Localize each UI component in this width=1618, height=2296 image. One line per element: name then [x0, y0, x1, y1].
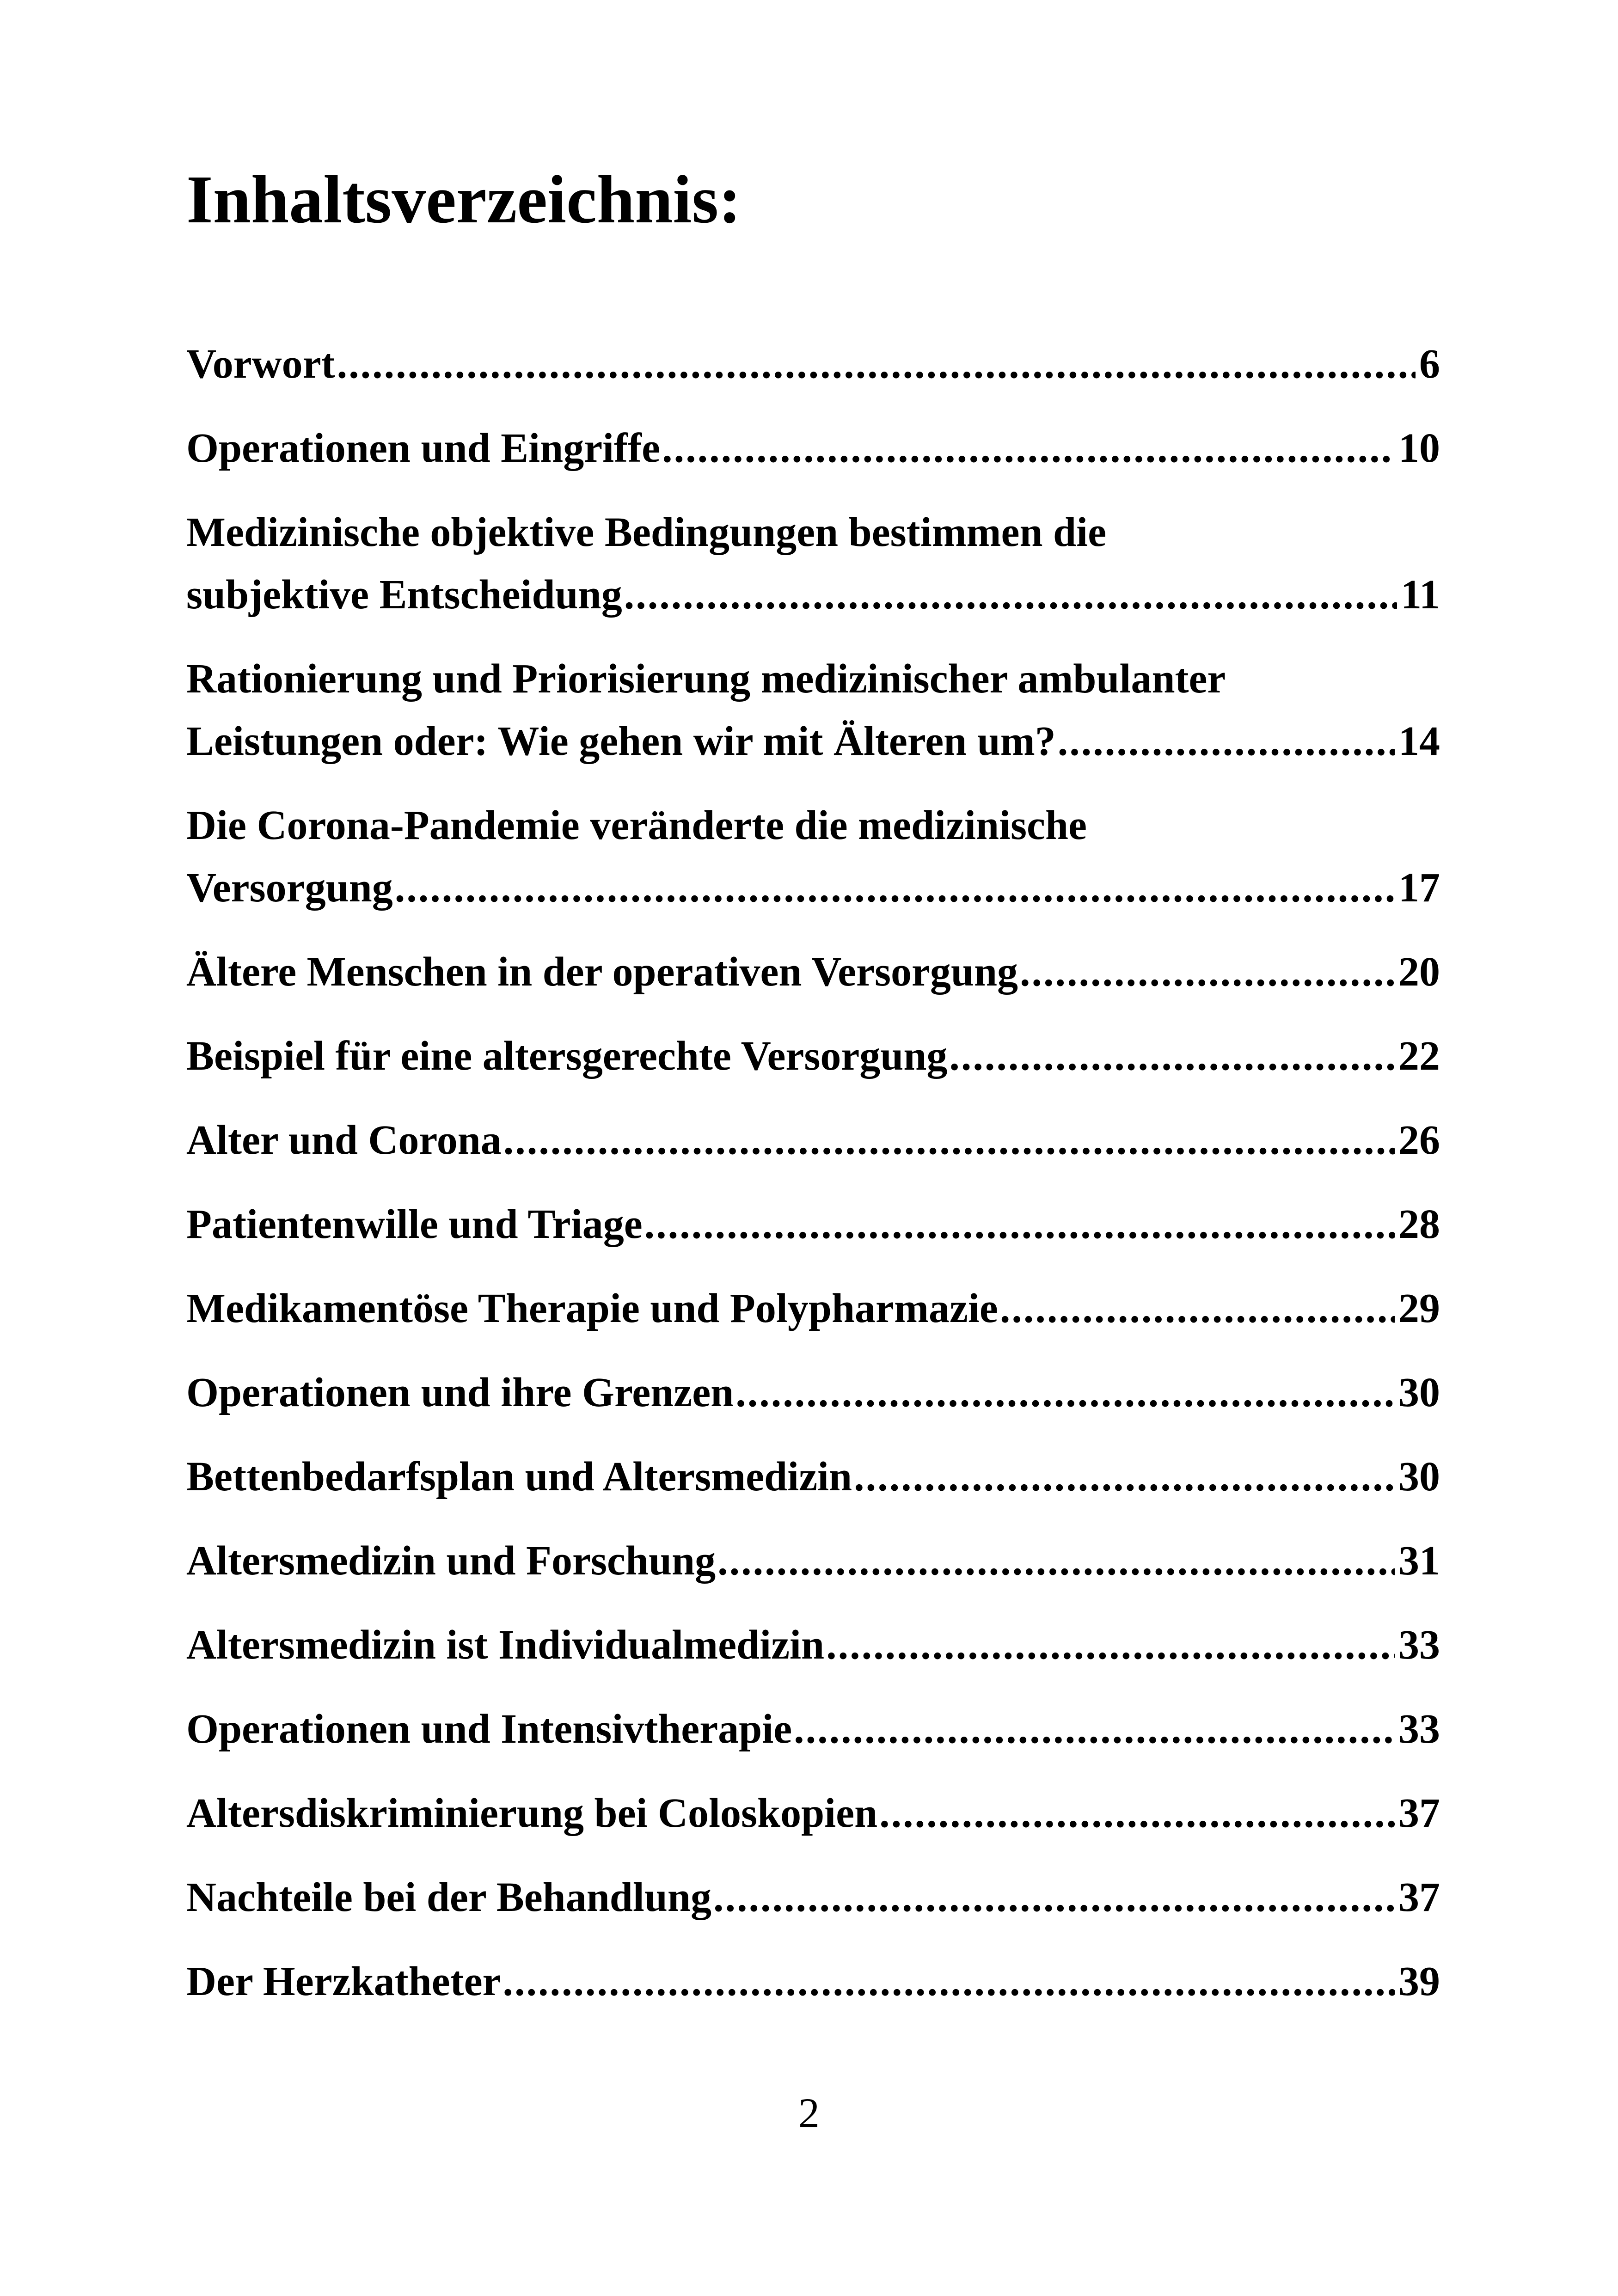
toc-entry[interactable] — [186, 1530, 1440, 1592]
dot-leader — [337, 333, 1416, 395]
toc-entry[interactable] — [186, 1361, 1440, 1424]
dot-leader — [503, 1950, 1395, 2013]
toc-entry-row — [186, 333, 1440, 395]
dot-leader — [735, 1361, 1395, 1424]
dot-leader — [395, 857, 1395, 919]
dot-leader — [503, 1109, 1395, 1171]
toc-entry-page: 37 — [1398, 1874, 1440, 1920]
toc-entry-page: 26 — [1398, 1117, 1440, 1163]
toc-entry-row — [186, 1109, 1440, 1171]
toc-entry-row — [186, 857, 1440, 919]
toc-entry-title: Patientenwille und Triage — [186, 1201, 643, 1247]
toc-entry-row — [186, 1025, 1440, 1087]
toc-entry-row — [186, 1277, 1440, 1340]
toc-entry-row — [186, 1950, 1440, 2013]
toc-entry-row — [186, 1698, 1440, 1760]
toc-entry-page: 33 — [1398, 1706, 1440, 1752]
toc-entry-page: 22 — [1398, 1033, 1440, 1079]
toc-entry-row — [186, 417, 1440, 479]
toc-entry-title: Medikamentöse Therapie und Polypharmazie — [186, 1286, 998, 1331]
toc-entry[interactable] — [186, 1109, 1440, 1171]
toc-entry-title: Der Herzkatheter — [186, 1959, 501, 2004]
page-title: Inhaltsverzeichnis: — [186, 162, 742, 238]
toc-entry-title: Altersmedizin ist Individualmedizin — [186, 1622, 825, 1668]
toc-entry-page: 30 — [1398, 1454, 1440, 1500]
dot-leader — [854, 1445, 1395, 1508]
toc-entry-title: Operationen und Eingriffe — [186, 425, 661, 471]
dot-leader — [1000, 1277, 1395, 1340]
toc-entry-title-line: Die Corona-Pandemie veränderte die medizinische — [186, 802, 1087, 848]
toc-entry[interactable] — [186, 501, 1440, 626]
toc-entry-title: Operationen und Intensivtherapie — [186, 1706, 792, 1752]
dot-leader — [1020, 941, 1395, 1003]
toc-entry-page: 17 — [1398, 865, 1440, 911]
toc-entry-page: 33 — [1398, 1622, 1440, 1668]
toc-entry[interactable] — [186, 648, 1440, 772]
toc-entry[interactable] — [186, 1445, 1440, 1508]
toc-entry-page: 29 — [1398, 1286, 1440, 1331]
toc-entry-page: 6 — [1419, 341, 1440, 387]
toc-entry[interactable] — [186, 794, 1440, 919]
toc-entry-page: 31 — [1398, 1538, 1440, 1584]
toc-entry-row — [186, 563, 1440, 626]
toc-entry-row — [186, 1614, 1440, 1676]
toc-entry-row — [186, 1445, 1440, 1508]
toc-entry-page: 39 — [1398, 1959, 1440, 2004]
toc-entry-page: 37 — [1398, 1790, 1440, 1836]
toc-entry[interactable] — [186, 1277, 1440, 1340]
dot-leader — [662, 417, 1395, 479]
toc-entry-page: 14 — [1398, 718, 1440, 764]
toc-entry-title: Operationen und ihre Grenzen — [186, 1370, 734, 1415]
toc-entry-row — [186, 1193, 1440, 1255]
dot-leader — [624, 563, 1397, 626]
toc-entry-title: Alter und Corona — [186, 1117, 502, 1163]
toc-entry[interactable] — [186, 1866, 1440, 1929]
toc-entry-page: 10 — [1398, 425, 1440, 471]
toc-entry-page: 11 — [1400, 572, 1440, 618]
toc-entry[interactable] — [186, 333, 1440, 395]
toc-entry-title: Altersmedizin und Forschung — [186, 1538, 716, 1584]
toc-entry-row — [186, 1782, 1440, 1844]
dot-leader — [644, 1193, 1395, 1255]
toc-entry-row — [186, 941, 1440, 1003]
dot-leader — [717, 1530, 1395, 1592]
toc-entry-title: Beispiel für eine altersgerechte Versorgung — [186, 1033, 948, 1079]
dot-leader — [949, 1025, 1395, 1087]
toc-entry-title: Vorwort — [186, 341, 335, 387]
toc-entry[interactable] — [186, 1950, 1440, 2013]
toc-entry-title: Altersdiskriminierung bei Coloskopien — [186, 1790, 878, 1836]
toc-entry-title: Ältere Menschen in der operativen Versorgung — [186, 949, 1018, 995]
toc-entry[interactable] — [186, 1782, 1440, 1844]
toc-entry-title-line: Medizinische objektive Bedingungen bestimmen die — [186, 509, 1107, 555]
toc-entry-row — [186, 1361, 1440, 1424]
dot-leader — [794, 1698, 1395, 1760]
toc-entry-page: 28 — [1398, 1201, 1440, 1247]
toc-entry[interactable] — [186, 1614, 1440, 1676]
dot-leader — [713, 1866, 1395, 1929]
toc-entry-row — [186, 710, 1440, 772]
toc-entry-title: Bettenbedarfsplan und Altersmedizin — [186, 1454, 852, 1500]
toc-entry-page: 30 — [1398, 1370, 1440, 1415]
toc-entry-page: 20 — [1398, 949, 1440, 995]
toc-entry-title: Nachteile bei der Behandlung — [186, 1874, 711, 1920]
toc-entry-title: Leistungen oder: Wie gehen wir mit Älteren um? — [186, 718, 1056, 764]
page-number: 2 — [798, 2089, 820, 2137]
toc-entry[interactable] — [186, 1025, 1440, 1087]
toc-entry[interactable] — [186, 1698, 1440, 1760]
toc-entry[interactable] — [186, 1193, 1440, 1255]
toc-entry-title: subjektive Entscheidung — [186, 572, 622, 618]
dot-leader — [1058, 710, 1395, 772]
toc-entry-title: Versorgung — [186, 865, 393, 911]
toc-entry[interactable] — [186, 417, 1440, 479]
toc-entry-title-line: Rationierung und Priorisierung medizinischer ambulanter — [186, 656, 1226, 702]
toc-entry[interactable] — [186, 941, 1440, 1003]
dot-leader — [879, 1782, 1395, 1844]
toc-entry-row — [186, 1866, 1440, 1929]
dot-leader — [826, 1614, 1395, 1676]
toc-entry-row — [186, 1530, 1440, 1592]
